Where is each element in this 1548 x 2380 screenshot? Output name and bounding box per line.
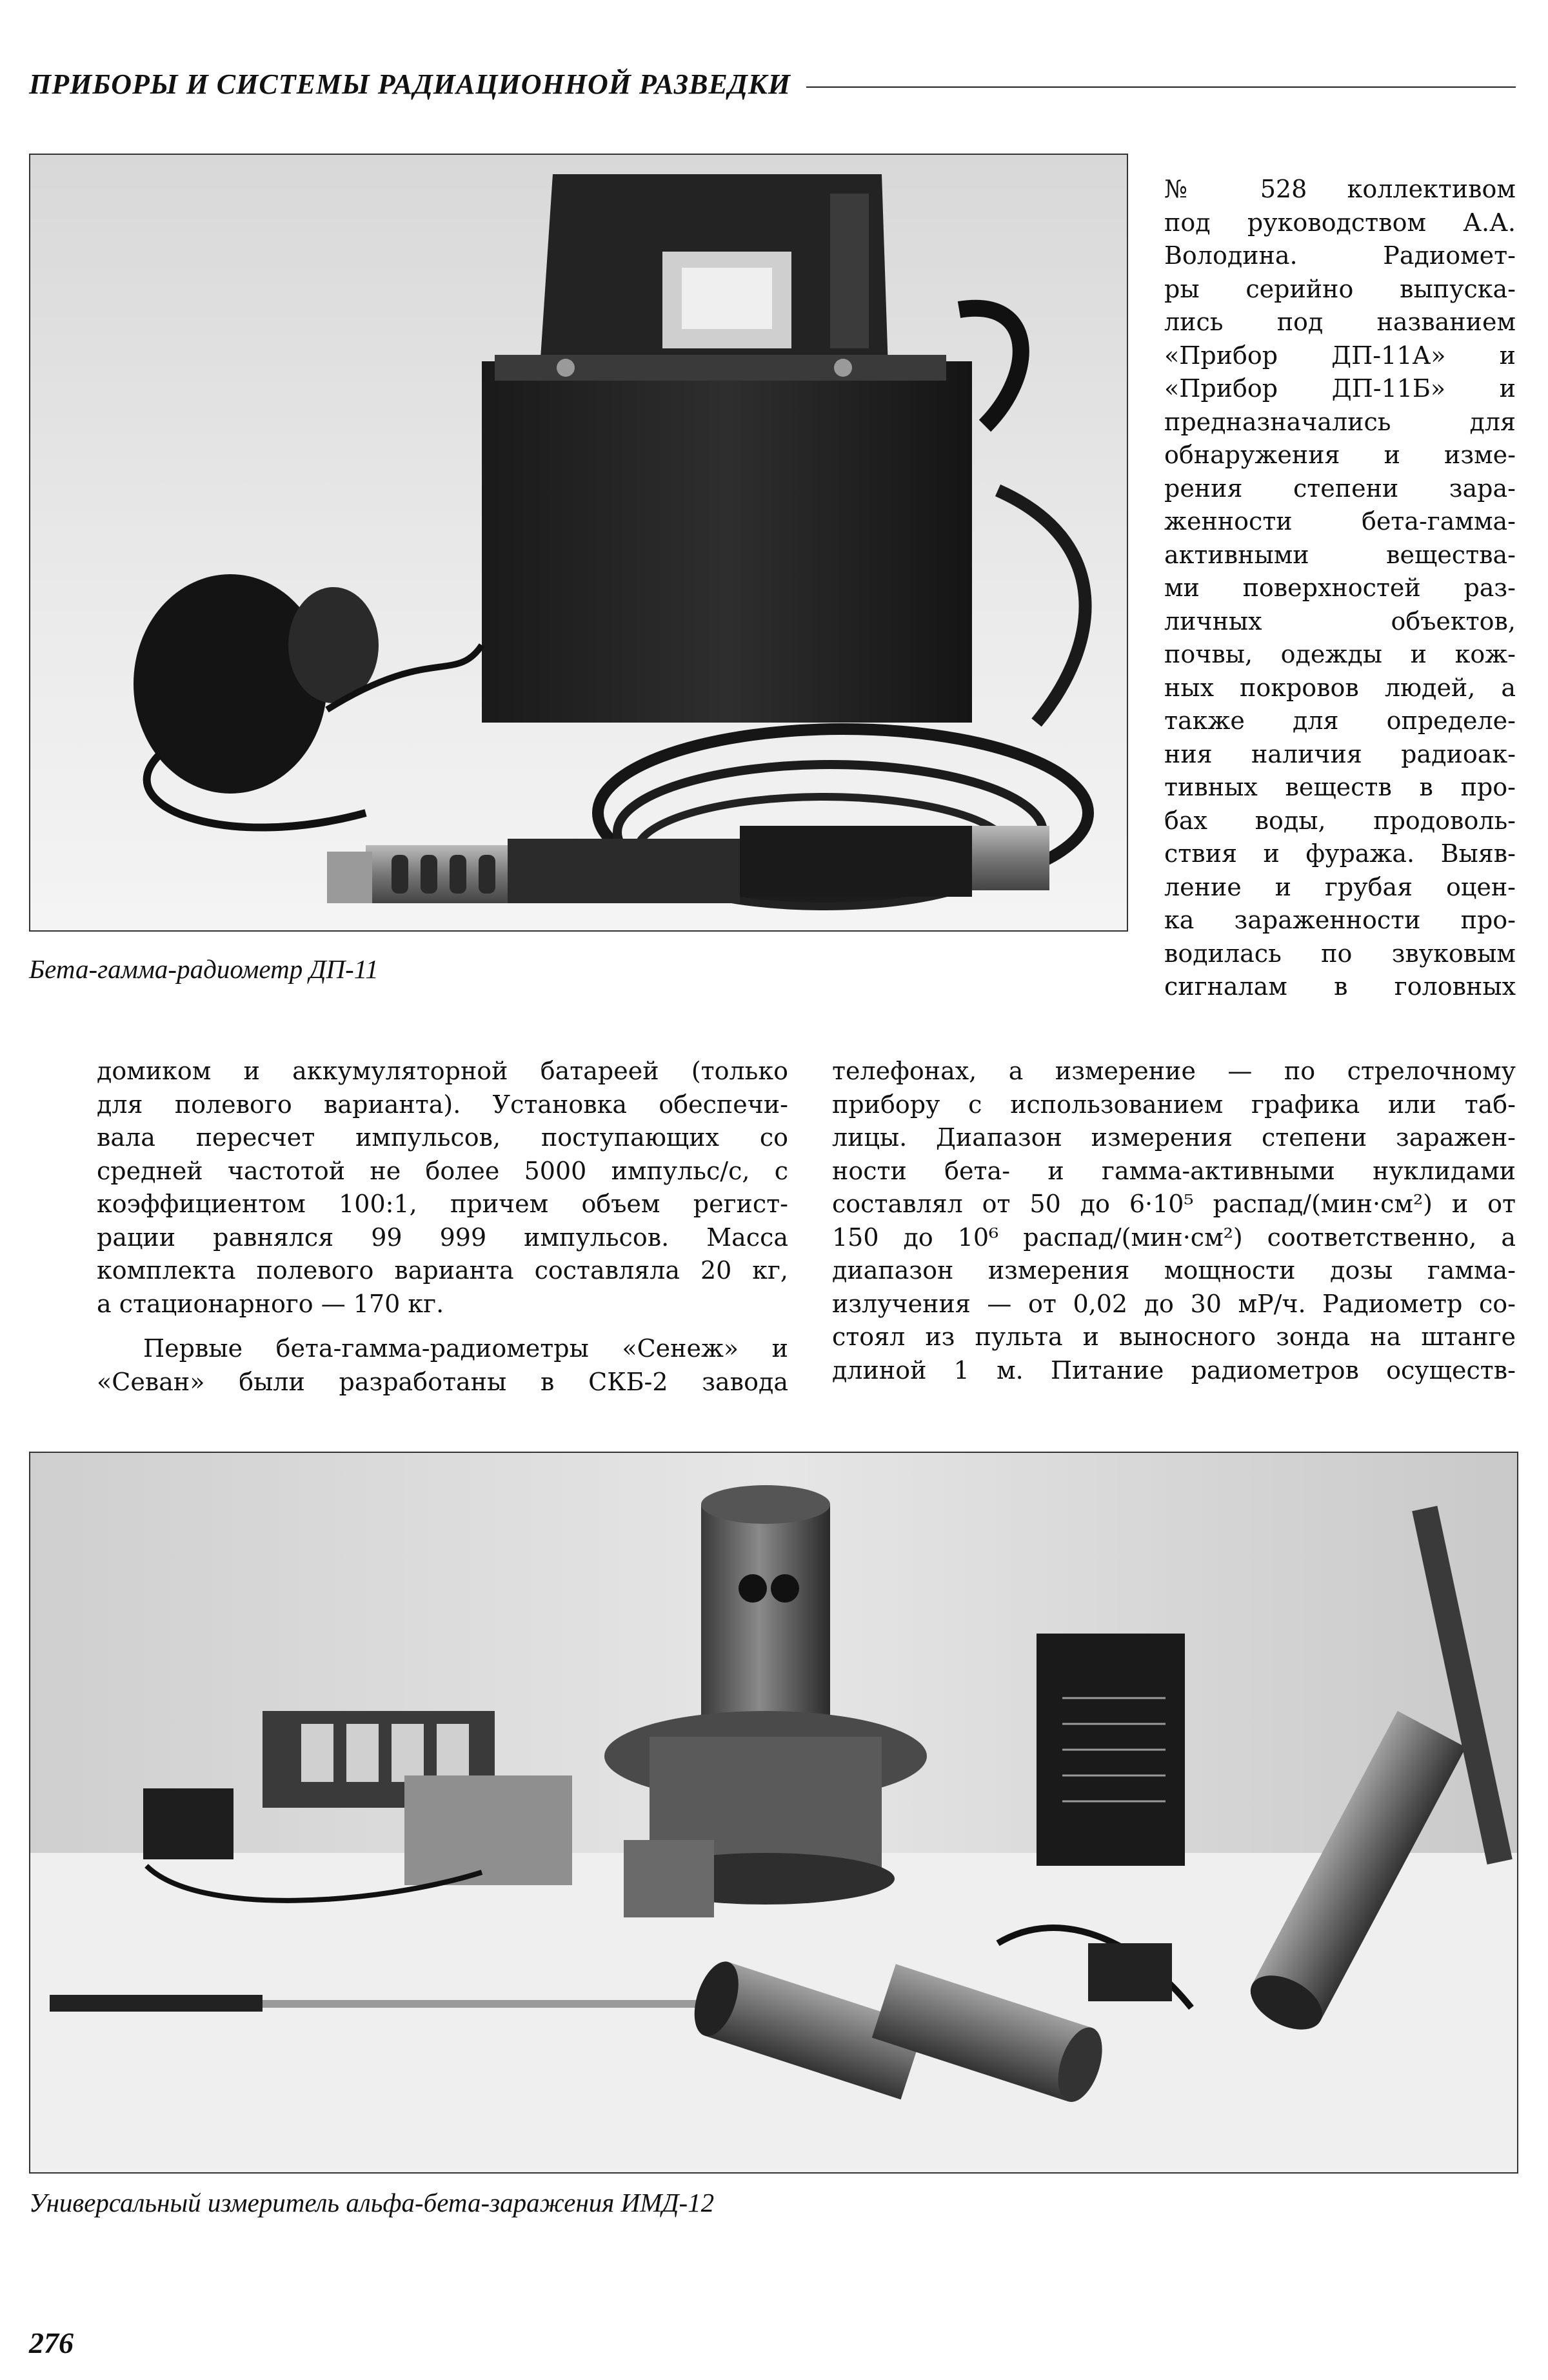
text-line: диапазон измерения мощности дозы гамма-: [832, 1256, 1516, 1285]
text-line: рения степени зара-: [1164, 474, 1516, 503]
running-header-title: ПРИБОРЫ И СИСТЕМЫ РАДИАЦИОННОЙ РАЗВЕДКИ: [29, 68, 791, 100]
photo-radiometer-dp11-illustration: [30, 155, 1127, 930]
text-line: ры серийно выпуска-: [1164, 274, 1516, 303]
text-line: Первые бета-гамма-радиометры «Сенеж» и: [143, 1334, 788, 1363]
text-line: также для определе-: [1164, 706, 1516, 735]
text-line: активными вещества-: [1164, 540, 1516, 569]
text-line: 150 до 10⁶ распад/(мин·см²) соответственно, а: [832, 1223, 1516, 1252]
text-line: Володина. Радиомет-: [1164, 241, 1516, 270]
text-line: лись под названием: [1164, 308, 1516, 336]
figure1-caption: Бета-гамма-радиометр ДП-11: [29, 954, 379, 984]
middle-column-text: [832, 1055, 1516, 1387]
text-line: комплекта полевого варианта составляла 20 кг,: [97, 1256, 788, 1285]
text-line: «Севан» были разработаны в СКБ-2 завода: [97, 1367, 788, 1396]
text-line: ление и грубая оцен-: [1164, 872, 1516, 901]
text-line: бах воды, продоволь-: [1164, 806, 1516, 835]
text-line: лицы. Диапазон измерения степени заражен-: [832, 1123, 1516, 1152]
text-line: стоял из пульта и выносного зонда на штанге: [832, 1323, 1516, 1351]
text-line: излучения — от 0,02 до 30 мР/ч. Радиометр со-: [832, 1289, 1516, 1318]
text-line: ния наличия радиоак-: [1164, 739, 1516, 768]
page-number: 276: [29, 2326, 74, 2359]
text-line: ка зараженности про-: [1164, 906, 1516, 934]
text-line: длиной 1 м. Питание радиометров осуществ-: [832, 1355, 1516, 1385]
text-line: сигналам в головных: [1164, 972, 1516, 1001]
header-rule: [806, 86, 1516, 88]
photo-imd12-kit-illustration: [30, 1453, 1517, 2172]
text-line: для полевого варианта). Установка обеспечи-: [97, 1090, 788, 1119]
right-column-text: [1164, 173, 1516, 1004]
text-line: ности бета- и гамма-активными нуклидами: [832, 1156, 1516, 1185]
text-line: прибору с использованием графика или таб-: [832, 1090, 1516, 1119]
text-line: ствия и фуража. Выяв-: [1164, 839, 1516, 868]
text-line: женности бета-гамма-: [1164, 507, 1516, 535]
left-column-text: [97, 1055, 788, 1399]
text-line: ми поверхностей раз-: [1164, 574, 1516, 602]
figure2-caption: Универсальный измеритель альфа-бета-заражения ИМД-12: [29, 2188, 715, 2217]
text-line: средней частотой не более 5000 импульс/с, с: [97, 1156, 788, 1185]
text-line: водилась по звуковым: [1164, 939, 1516, 968]
photo-imd12-kit: [29, 1452, 1518, 2174]
text-line: домиком и аккумуляторной батареей (только: [97, 1057, 788, 1085]
running-header: [29, 61, 1516, 106]
text-line: телефонах, а измерение — по стрелочному: [832, 1057, 1516, 1085]
text-line: № 528 коллективом: [1164, 175, 1516, 203]
text-line: «Прибор ДП-11А» и: [1164, 341, 1516, 370]
text-line: тивных веществ в про-: [1164, 773, 1516, 801]
text-line: рации равнялся 99 999 импульсов. Масса: [97, 1223, 788, 1252]
text-line: «Прибор ДП-11Б» и: [1164, 374, 1516, 403]
text-line: а стационарного — 170 кг.: [97, 1289, 444, 1318]
text-line: составлял от 50 до 6·10⁵ распад/(мин·см²) и от: [832, 1190, 1516, 1218]
text-line: ных покровов людей, а: [1164, 673, 1516, 702]
text-line: коэффициентом 100:1, причем объем регист-: [97, 1190, 788, 1218]
text-line: вала пересчет импульсов, поступающих со: [97, 1123, 788, 1152]
photo-radiometer-dp11: [29, 154, 1128, 932]
text-line: обнаружения и изме-: [1164, 441, 1516, 469]
text-line: личных объектов,: [1164, 606, 1516, 635]
text-line: почвы, одежды и кож-: [1164, 640, 1516, 668]
paragraph-spacer: [97, 1321, 788, 1332]
text-line: под руководством А.А.: [1164, 208, 1516, 237]
text-line: предназначались для: [1164, 407, 1516, 436]
